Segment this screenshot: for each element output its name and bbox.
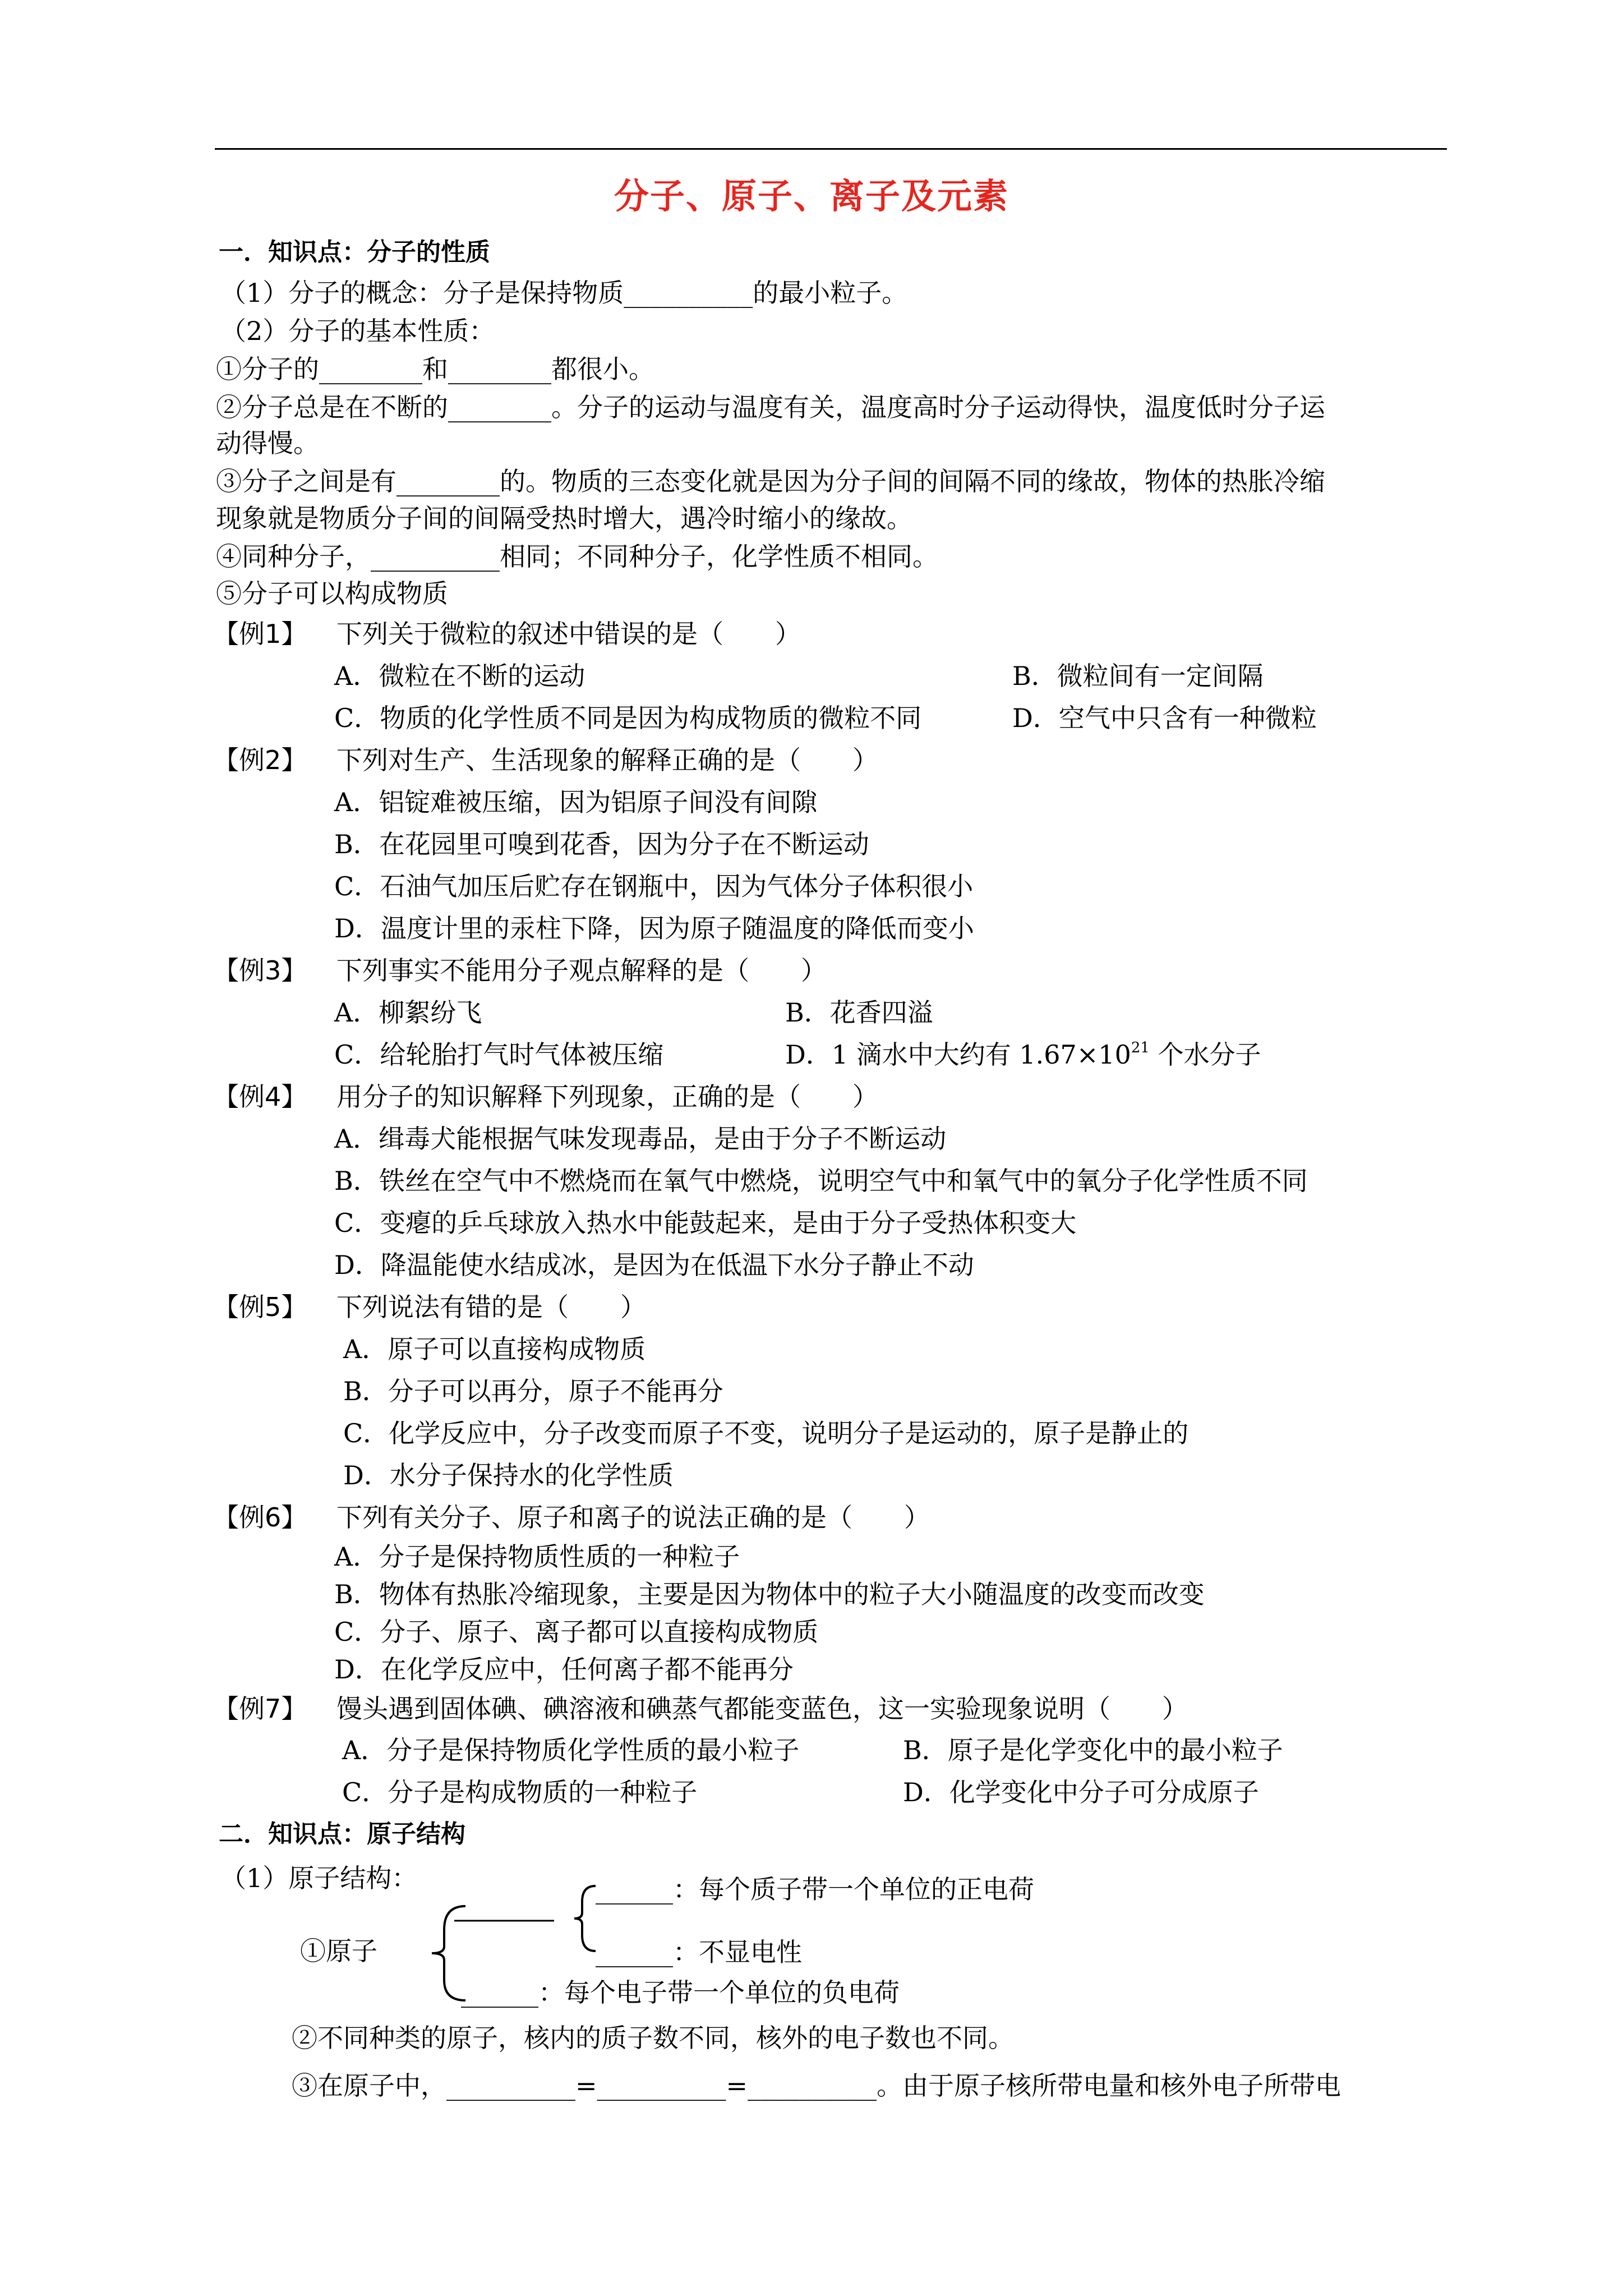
section2-heading: 二．知识点：原子结构 (219, 1820, 465, 1848)
example-3-option-c: C．给轮胎打气时气体被压缩 (334, 1039, 664, 1070)
s1-line-6: ③分子之间是有________的。物质的三态变化就是因为分子间的间隔不同的缘故，物体的热胀冷缩 (216, 466, 1325, 496)
example-4-option-d: D．降温能使水结成冰，是因为在低温下水分子静止不动 (334, 1250, 974, 1280)
example-6-label: 【例6】 (213, 1502, 307, 1533)
neutron-line: ______：不显电性 (596, 1937, 802, 1967)
example-2-option-c: C．石油气加压后贮存在钢瓶中，因为气体分子体积很小 (334, 871, 974, 901)
example-1-question: 下列关于微粒的叙述中错误的是（ ） (336, 619, 801, 649)
example-6-question: 下列有关分子、原子和离子的说法正确的是（ ） (336, 1502, 930, 1533)
s2-line-3: ③在原子中，__________=__________=__________。由于原子核所带电量和核外电子所带电 (292, 2070, 1341, 2101)
example-6-option-b: B．物体有热胀冷缩现象，主要是因为物体中的粒子大小随温度的改变而改变 (334, 1579, 1205, 1609)
s1-line-8: ④同种分子，__________相同；不同种分子，化学性质不相同。 (216, 541, 938, 572)
example-5-option-a: A．原子可以直接构成物质 (343, 1334, 646, 1364)
example-1-label: 【例1】 (213, 619, 307, 649)
example-1-option-c: C．物质的化学性质不同是因为构成物质的微粒不同 (334, 703, 922, 733)
example-7-option-a: A．分子是保持物质化学性质的最小粒子 (342, 1735, 800, 1765)
example-7-option-b: B．原子是化学变化中的最小粒子 (903, 1735, 1283, 1765)
s1-line-4: ②分子总是在不断的________。分子的运动与温度有关，温度高时分子运动得快，温度低时分子运 (216, 392, 1325, 422)
example-4-question: 用分子的知识解释下列现象，正确的是（ ） (336, 1082, 878, 1112)
example-7-option-c: C．分子是构成物质的一种粒子 (342, 1777, 698, 1807)
example-7-label: 【例7】 (213, 1694, 307, 1724)
section1-heading: 一．知识点：分子的性质 (219, 238, 490, 266)
s1-line-7: 现象就是物质分子间的间隔受热时增大，遇冷时缩小的缘故。 (216, 503, 912, 533)
example-5-option-b: B．分子可以再分，原子不能再分 (343, 1376, 723, 1406)
example-3-option-b: B．花香四溢 (785, 997, 933, 1028)
electron-line: ______：每个电子带一个单位的负电荷 (461, 1977, 900, 2008)
example-4-option-a: A．缉毒犬能根据气味发现毒品，是由于分子不断运动 (334, 1124, 947, 1154)
example-7-option-d: D．化学变化中分子可分成原子 (903, 1777, 1259, 1807)
example-4-option-c: C．变瘪的乒乓球放入热水中能鼓起来，是由于分子受热体积变大 (334, 1208, 1077, 1238)
example-4-label: 【例4】 (213, 1082, 307, 1112)
s1-line-3: ①分子的________和________都很小。 (216, 354, 654, 384)
s2-line-2: ②不同种类的原子，核内的质子数不同，核外的电子数也不同。 (292, 2023, 1014, 2053)
example-5-question: 下列说法有错的是（ ） (336, 1292, 646, 1322)
example-5-option-d: D．水分子保持水的化学性质 (343, 1460, 674, 1490)
example-6-option-d: D．在化学反应中，任何离子都不能再分 (334, 1654, 794, 1685)
example-3-option-a: A．柳絮纷飞 (334, 997, 482, 1028)
example-1-option-a: A．微粒在不断的运动 (334, 661, 585, 691)
s2-intro: （1）原子结构： (220, 1863, 418, 1893)
proton-line: ______：每个质子带一个单位的正电荷 (596, 1874, 1034, 1904)
example-7-question: 馒头遇到固体碘、碘溶液和碘蒸气都能变蓝色，这一实验现象说明（ ） (336, 1694, 1188, 1724)
example-1-option-d: D．空气中只含有一种微粒 (1012, 703, 1317, 733)
example-6-option-a: A．分子是保持物质性质的一种粒子 (334, 1542, 740, 1572)
example-5-label: 【例5】 (213, 1292, 307, 1322)
example-2-option-d: D．温度计里的汞柱下降，因为原子随温度的降低而变小 (334, 913, 974, 944)
example-2-option-b: B．在花园里可嗅到花香，因为分子在不断运动 (334, 829, 869, 859)
example-3-option-d-text: D．1 滴水中大约有 1.67×10 (785, 1039, 1131, 1070)
s1-line-5: 动得慢。 (216, 428, 319, 458)
example-2-label: 【例2】 (213, 745, 307, 775)
example-2-question: 下列对生产、生活现象的解释正确的是（ ） (336, 745, 878, 775)
s1-line-2: （2）分子的基本性质： (220, 316, 495, 346)
example-3-label: 【例3】 (213, 955, 307, 986)
example-2-option-a: A．铝锭难被压缩，因为铝原子间没有间隙 (334, 787, 818, 817)
example-6-option-c: C．分子、原子、离子都可以直接构成物质 (334, 1617, 819, 1647)
example-5-option-c: C．化学反应中，分子改变而原子不变，说明分子是运动的，原子是静止的 (343, 1418, 1189, 1448)
example-3-question: 下列事实不能用分子观点解释的是（ ） (336, 955, 827, 986)
example-4-option-b: B．铁丝在空气中不燃烧而在氧气中燃烧，说明空气中和氧气中的氧分子化学性质不同 (334, 1166, 1308, 1196)
example-3-exponent: 21 (1131, 1039, 1150, 1056)
example-3-option-d-suffix: 个水分子 (1149, 1039, 1261, 1070)
example-1-option-b: B．微粒间有一定间隔 (1012, 661, 1264, 691)
s1-line-1: （1）分子的概念：分子是保持物质__________的最小粒子。 (220, 278, 908, 308)
atom-label: ①原子 (300, 1936, 377, 1966)
page-title: 分子、原子、离子及元素 (614, 176, 1009, 217)
s1-line-9: ⑤分子可以构成物质 (216, 578, 448, 609)
